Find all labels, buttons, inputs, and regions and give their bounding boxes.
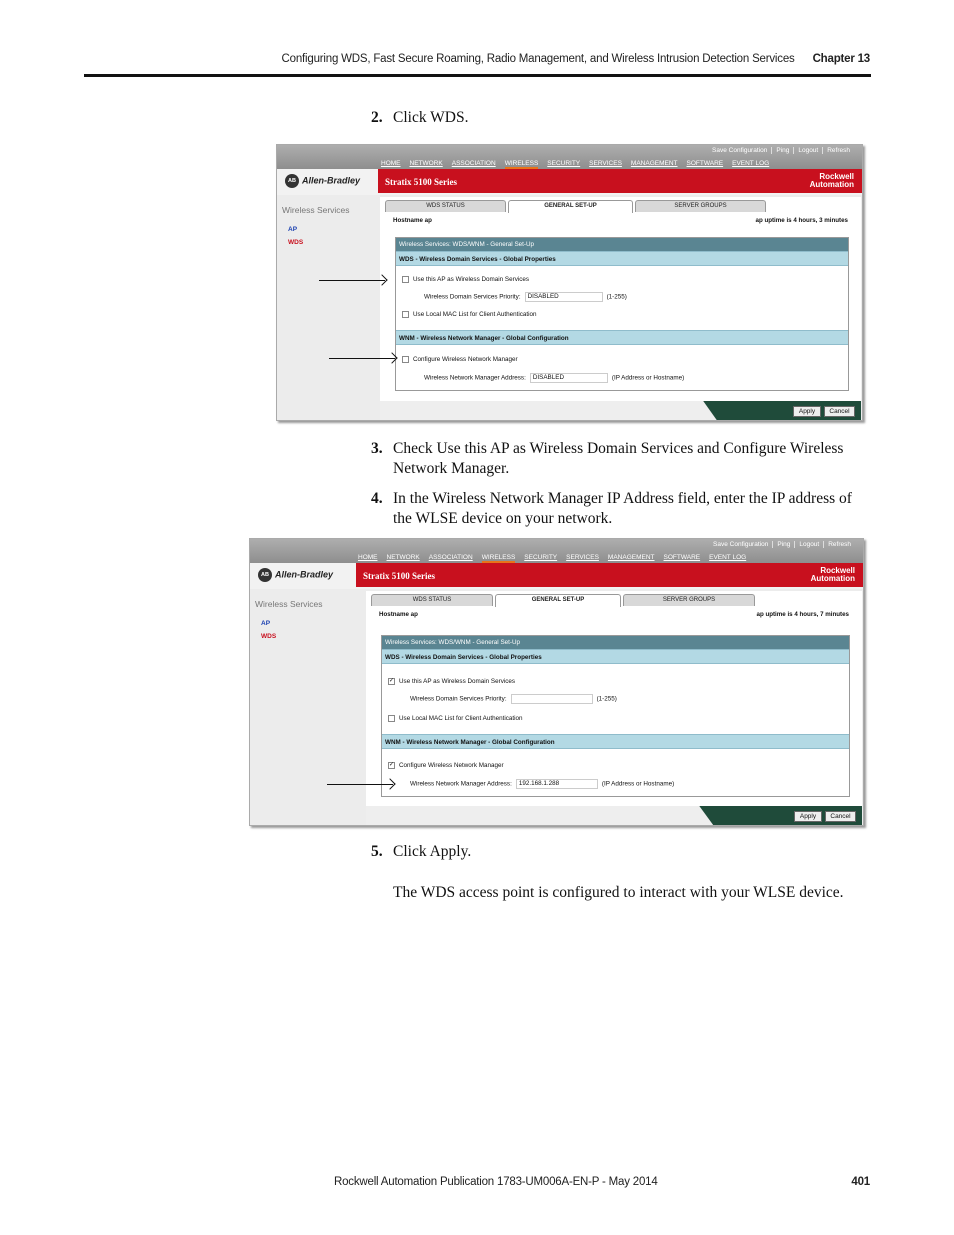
wnm-address-row (410, 779, 674, 789)
screenshot-wds-default (276, 144, 863, 421)
use-ap-label: Use this AP as Wireless Domain Services (399, 678, 516, 686)
tab-server-groups[interactable]: SERVER GROUPS (623, 594, 755, 606)
nav-wireless[interactable]: WIRELESS (505, 160, 539, 170)
nav-software[interactable]: SOFTWARE (663, 554, 701, 561)
logout-link[interactable]: Logout (794, 147, 823, 154)
rockwell-logo: Rockwell Automation (810, 566, 855, 583)
configure-wnm-row (402, 356, 518, 363)
wnm-address-input[interactable]: 192.168.1.288 (516, 779, 598, 789)
wnm-address-input[interactable]: DISABLED (530, 373, 608, 383)
nav-security[interactable]: SECURITY (524, 554, 558, 561)
nav-software[interactable]: SOFTWARE (686, 160, 724, 167)
local-mac-checkbox[interactable] (402, 311, 409, 318)
use-ap-row (402, 276, 529, 283)
step-number: 2. (371, 109, 383, 126)
nav-association[interactable]: ASSOCIATION (451, 160, 496, 167)
local-mac-row (388, 715, 523, 722)
arrow-wnm-address (327, 784, 393, 785)
nav-management[interactable]: MANAGEMENT (607, 554, 655, 561)
local-mac-row (402, 311, 537, 318)
use-ap-label: Use this AP as Wireless Domain Services (413, 276, 530, 284)
panel-title: Wireless Services: WDS/WNM - General Set-Up (396, 238, 848, 251)
save-configuration-link[interactable]: Save Configuration (709, 541, 773, 548)
sidebar-title: Wireless Services (255, 599, 323, 609)
use-ap-checkbox[interactable]: ✓ (389, 678, 395, 684)
sidebar-item-ap[interactable]: AP (288, 226, 298, 233)
wds-wnm-panel (395, 237, 849, 391)
step-text: Check Use this AP as Wireless Domain Services and Configure Wireless Network Manager. (393, 440, 844, 477)
product-banner (378, 169, 862, 193)
nav-home[interactable]: HOME (381, 160, 401, 167)
step-text: Click WDS. (393, 109, 469, 126)
arrow-use-ap (319, 280, 385, 281)
main-nav (381, 160, 778, 167)
product-banner (356, 563, 863, 587)
running-header (282, 53, 870, 65)
step-5 (371, 842, 871, 862)
sidebar-title: Wireless Services (282, 205, 350, 215)
chapter-label: Chapter 13 (812, 53, 870, 65)
step-text: Click Apply. (393, 843, 472, 860)
use-ap-row (388, 678, 515, 685)
tab-general-setup[interactable]: GENERAL SET-UP (508, 200, 633, 213)
wds-wnm-panel (381, 635, 850, 797)
step-number: 3. (371, 440, 383, 457)
status-line (379, 611, 849, 618)
screenshot-wds-configured (249, 538, 864, 826)
wnm-section-heading: WNM - Wireless Network Manager - Global Configuration (382, 734, 849, 749)
step-number: 4. (371, 490, 383, 507)
page-number: 401 (851, 1176, 870, 1188)
nav-home[interactable]: HOME (358, 554, 378, 561)
nav-network[interactable]: NETWORK (409, 160, 443, 167)
allen-bradley-logo: AB Allen-Bradley (258, 568, 333, 582)
top-nav-bar (250, 539, 863, 563)
cancel-button[interactable]: Cancel (824, 406, 855, 417)
save-configuration-link[interactable]: Save Configuration (708, 147, 772, 154)
step-number: 5. (371, 843, 383, 860)
logout-link[interactable]: Logout (795, 541, 824, 548)
ping-link[interactable]: Ping (772, 147, 794, 154)
tab-server-groups[interactable]: SERVER GROUPS (635, 200, 766, 212)
ab-badge-icon: AB (258, 568, 272, 582)
nav-event-log[interactable]: EVENT LOG (709, 554, 747, 561)
footer-publication: Rockwell Automation Publication 1783-UM006A-EN-P - May 2014 (334, 1176, 658, 1188)
refresh-link[interactable]: Refresh (827, 147, 850, 154)
configure-wnm-label: Configure Wireless Network Manager (399, 762, 504, 770)
refresh-link[interactable]: Refresh (828, 541, 851, 548)
top-nav-bar (277, 145, 862, 169)
priority-label: Wireless Domain Services Priority: (410, 695, 507, 703)
wnm-address-row (424, 373, 684, 383)
priority-label: Wireless Domain Services Priority: (424, 293, 521, 301)
brand-row (250, 563, 863, 589)
series-title: Stratix 5100 Series (363, 571, 435, 581)
step-text: In the Wireless Network Manager IP Address field, enter the IP address of the WLSE device on your network. (393, 490, 852, 527)
priority-row (410, 694, 617, 704)
configure-wnm-row (388, 762, 504, 769)
priority-input[interactable] (511, 694, 593, 704)
utility-links (709, 541, 855, 548)
nav-event-log[interactable]: EVENT LOG (732, 160, 770, 167)
local-mac-checkbox[interactable] (388, 715, 395, 722)
nav-security[interactable]: SECURITY (547, 160, 581, 167)
step-3 (371, 439, 871, 479)
sidebar-item-wds[interactable]: WDS (288, 239, 304, 246)
main-content (380, 197, 861, 420)
uptime-label: ap uptime is 4 hours, 3 minutes (755, 217, 848, 224)
wds-section-heading: WDS - Wireless Domain Services - Global Properties (396, 251, 848, 266)
allen-bradley-logo: AB Allen-Bradley (285, 174, 360, 188)
priority-row (424, 292, 627, 302)
configure-wnm-checkbox[interactable]: ✓ (389, 762, 395, 768)
utility-links (708, 147, 854, 154)
wds-section-heading: WDS - Wireless Domain Services - Global Properties (382, 649, 849, 664)
tab-wds-status[interactable]: WDS STATUS (371, 594, 493, 606)
hostname-label: Hostname ap (379, 611, 418, 618)
arrow-configure-wnm (329, 358, 395, 359)
series-title: Stratix 5100 Series (385, 177, 457, 187)
use-ap-checkbox[interactable] (402, 276, 409, 283)
configure-wnm-checkbox[interactable] (402, 356, 409, 363)
nav-network[interactable]: NETWORK (386, 554, 420, 561)
nav-services[interactable]: SERVICES (589, 160, 622, 167)
wnm-section-heading: WNM - Wireless Network Manager - Global Configuration (396, 330, 848, 345)
nav-association[interactable]: ASSOCIATION (428, 554, 473, 561)
header-rule (84, 74, 871, 77)
header-title: Configuring WDS, Fast Secure Roaming, Radio Management, and Wireless Intrusion Detection Services (281, 53, 795, 65)
panel-title: Wireless Services: WDS/WNM - General Set-Up (382, 636, 849, 649)
wnm-address-hint: (IP Address or Hostname) (601, 780, 675, 788)
status-line (393, 217, 848, 224)
uptime-label: ap uptime is 4 hours, 7 minutes (756, 611, 849, 618)
rockwell-logo: Rockwell Automation (809, 172, 854, 189)
cancel-button[interactable]: Cancel (825, 811, 856, 822)
step-4 (371, 489, 871, 529)
ab-badge-icon: AB (285, 174, 299, 188)
main-nav (358, 554, 755, 561)
main-content (366, 591, 862, 825)
local-mac-label: Use Local MAC List for Client Authentication (413, 311, 537, 319)
priority-hint: (1-255) (606, 293, 627, 301)
wnm-address-hint: (IP Address or Hostname) (611, 374, 685, 382)
tab-general-setup[interactable]: GENERAL SET-UP (495, 594, 621, 607)
sidebar-item-wds[interactable]: WDS (261, 633, 277, 640)
brand-row (277, 169, 862, 195)
sidebar (277, 197, 378, 420)
apply-button[interactable]: Apply (793, 406, 821, 417)
priority-hint: (1-255) (596, 695, 617, 703)
nav-services[interactable]: SERVICES (566, 554, 599, 561)
action-bar (366, 806, 862, 825)
wnm-address-label: Wireless Network Manager Address: (424, 374, 526, 382)
tab-wds-status[interactable]: WDS STATUS (385, 200, 506, 212)
nav-wireless[interactable]: WIRELESS (482, 554, 516, 564)
priority-input[interactable]: DISABLED (525, 292, 603, 302)
nav-management[interactable]: MANAGEMENT (630, 160, 678, 167)
wnm-address-label: Wireless Network Manager Address: (410, 780, 512, 788)
ping-link[interactable]: Ping (773, 541, 795, 548)
apply-button[interactable]: Apply (794, 811, 822, 822)
sidebar (250, 591, 356, 825)
hostname-label: Hostname ap (393, 217, 432, 224)
configure-wnm-label: Configure Wireless Network Manager (413, 356, 518, 364)
result-paragraph: The WDS access point is configured to interact with your WLSE device. (393, 884, 844, 901)
local-mac-label: Use Local MAC List for Client Authentication (399, 715, 523, 723)
sidebar-item-ap[interactable]: AP (261, 620, 271, 627)
step-2 (371, 108, 871, 128)
action-bar (380, 401, 861, 420)
